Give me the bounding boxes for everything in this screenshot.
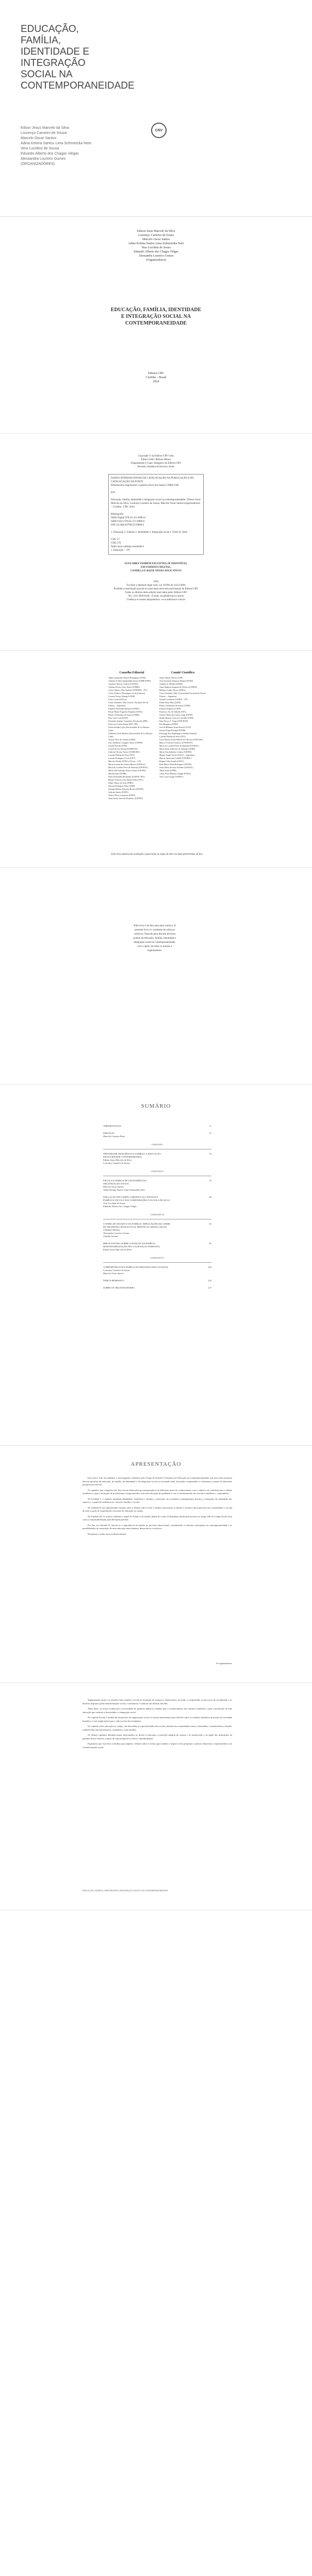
editorial-board-member: Carlos Alberto Vilar Estêvão (UMINHO – PT) <box>108 689 147 691</box>
editorial-board-member: Anselmo Alencar Colares (UFOPA) <box>108 683 138 685</box>
editorial-board-list <box>108 676 155 800</box>
body-paragraph: No capítulo Escola e família de um paterno da organização social, os autores apresentam uma reflexão sobre os modelos familiares presentes na sociedade brasileira e suas implicações para a vida escolar dos estudantes. <box>83 1716 232 1722</box>
toc-entry-title: ÍNDICE REMISSIVO <box>103 1279 124 1282</box>
scientific-committee-member: Lucia Marisy Souza Ribeiro de Oliveira (UNIVASF) <box>159 738 203 741</box>
toc-entry-title: ESCOLA E FAMÍLIA DE UM PATERNO DA ORGANIZAÇÃO SOCIAL Marcelo Oscar Santos Adina Ketima Santos Lima Schmetz&a Neto <box>103 1179 147 1191</box>
cover-authors: Edson Jesus Marcelo da Silva Lourenço Carneiro de Souza Marcelo Oscar Santos Adina Ketima Santos Lima Schmetz&a Neto Vera Lucídeni de Sousa Eduardo Alberto dos Chagas Viégas Alessandra Loureiro Gomes (ORGANIZADORES) <box>21 126 91 166</box>
editorial-board-member: Andréia da Silva Quintanilha Sousa (UNIR/UFRN) <box>108 680 151 682</box>
toc-entry[interactable] <box>103 1286 211 1290</box>
editorial-board-member: Tania Suely Azevedo Brasileiro (UFOPA) <box>108 797 143 800</box>
editorial-board-member: Celso Conti (UFSCar) <box>108 698 127 701</box>
editorial-board-member: Carlos Federico Dominguez Avila (Unieuro) <box>108 692 145 694</box>
editorial-board-member: Eduardo Fernandes Barbosa (UFMG) <box>108 707 140 710</box>
editorial-board-member: Jailson Alves dos Santos (UFRJ) <box>108 738 136 741</box>
toc-entry-page: 103 <box>208 1266 211 1268</box>
body-paragraph: Além disso, os textos evidenciam a necessidade de políticas públicas voltadas para o fortalecimento dos vínculos familiares e para a promoção de uma educação que valorize a diversidade e a integração social. <box>83 1707 232 1714</box>
scientific-committee-member: Míguel Ángel Arrinõ (UNCA – Argentina) <box>159 754 195 756</box>
toc-entry-title: IDENTIDADE, RESILIÊNCIA E FAMÍLIA: A EDUCAÇÃO EM SOCIEDADE CONTEMPORÂNEA Edison Jesus Marcelo da Silva Lourenço Carneiro de Souza <box>103 1153 161 1164</box>
scientific-committee-member: Inês Bragança (UERJ) <box>159 723 178 725</box>
toc-entry[interactable] <box>103 1196 211 1208</box>
editorial-board-member: Tadeu Oliver Gonçalves (UFPA) <box>108 794 136 796</box>
editorial-board-member: Cesar Gerónimo Tello (Univer. Nacional Três de Febrero – Argentina) <box>108 701 149 707</box>
credits-block <box>108 454 204 602</box>
scientific-committee-member: Ana Chrystina Venancio Mignot (UERJ) <box>159 680 193 682</box>
body-paragraph: Os capítulos que compõem este livro foram elaborados por pesquisadores de diferentes áreas do conhecimento, com o objetivo de contribuir para o debate acadêmico e para a formação de profissionais comprometidos com uma educação de qualidade e com o fortalecimento dos vínculos familiares e comunitários. <box>83 1488 232 1495</box>
toc-entry-page: 15 <box>209 1132 211 1134</box>
scientific-committee-member: Regina Célia Grando (UFSC) <box>159 760 184 762</box>
scientific-committee-member: Lourdes Helena da Silva (UFV) <box>159 735 186 738</box>
body-paragraph: Na Unidade I, o capítulo intitulado Identidade, resiliência e família: a educação em sociedade contemporânea discute a construção da identidade dos sujeitos e o papel da resiliência no contexto familiar e escolar. <box>83 1497 232 1503</box>
editorial-board-member: Sydione Santos (UEPG) <box>108 791 128 793</box>
toc-entry[interactable] <box>103 1242 211 1251</box>
scientific-committee-member: Maria de Lourdes Pinto de Almeida (UNOESC) <box>159 744 199 747</box>
scientific-committee-member: Andréia N. Militão (UEMS) <box>159 683 183 685</box>
body-paragraph: Esta obra é fruto de trabalhos e investigações realizados pelo Grupo de Estudos e Pesquisa em Educação na Contemporaneidade, que tem como proposta discutir questões da educação, da família, da identidade e da integração social na sociedade atual, buscando compreender os fenômenos a partir de diferentes perspectivas teóricas. <box>83 1477 232 1486</box>
toc-divider <box>103 1262 211 1263</box>
toc-entry-page: 11 <box>209 1125 211 1127</box>
scientific-committee-member: Tânia Stoltz (UFPR) <box>159 769 177 772</box>
body-paragraph: Por fim, na Unidade IV, discute-se a importância da família no processo educacional, considerando os desafios enfrentados na contemporaneidade e as possibilidades de construção de uma educação mais humana, democrática e inclusiva. <box>83 1523 232 1530</box>
toc-entry-title: A IMPORTÂNCIA DA FAMÍLIA NO PROCESSO EDUCACIONAL Lourenço Carneiro de Souza Marcelo Oscar Santos <box>103 1266 169 1275</box>
presentation-body <box>83 1477 232 1538</box>
editorial-board-member: Paulo Romualdo Hernandes (UNIFAL-MG) <box>108 775 145 778</box>
scientific-committee-member: Fauston Negreiros (UFPI) <box>159 707 181 710</box>
scientific-committee-member: Gláucia Maria dos Santos Jorge (UFOP) <box>159 714 193 716</box>
continuation-page <box>0 1683 312 1910</box>
toc-entry[interactable] <box>103 1132 211 1138</box>
editorial-board-member: Élsio José Corá (UFFS) <box>108 717 128 719</box>
scientific-committee-member: Vera Lucia Gaspar (UDESC) <box>159 775 184 778</box>
toc-title: SUMÁRIO <box>141 1103 171 1109</box>
scientific-committee-member: Ruth Meyre Mota Rodrigues (UFOPA) <box>159 763 192 766</box>
table-of-contents <box>0 1084 312 1446</box>
toc-entry[interactable] <box>103 1279 211 1282</box>
toc-entry-page: 125 <box>208 1279 211 1282</box>
scientific-committee-member: Bárbara Coelho Neves (UFBA) <box>159 689 186 691</box>
scientific-committee-member: Francisco Ari de Andrade (UFC) <box>159 710 187 713</box>
toc-list <box>103 1125 211 1294</box>
toc-entry-title: SOBRE OS ORGANIZADORES <box>103 1286 135 1289</box>
editorial-board-member: Antônio Pereira Gaio Júnior (UFRRJ) <box>108 686 140 688</box>
scientific-committee-member: Marcia Aparecida Cichella (UNOESC) <box>159 757 192 759</box>
toc-entry-page: 127 <box>208 1286 211 1289</box>
scientific-committee-member: Altair Alberto Fávero (UPF) <box>159 676 183 679</box>
continuation-body <box>83 1699 232 1751</box>
copyright-text: Copyright © da Editora CRV Ltda. Editor-chefe: Railson Moura Diagramação e Capa: Designers da Editora CRV Revisão: Analista de Escrita e Artes <box>130 455 182 468</box>
editorial-board-member: Maria Lília Imbiriba Sousa Colares (UFOPA) <box>108 769 146 772</box>
running-footer: EDUCAÇÃO, FAMÍLIA, IDENTIDADE E INTEGRAÇÃO SOCIAL NA CONTEMPORANEIDADE <box>83 1889 168 1892</box>
council-columns <box>108 671 206 800</box>
cip-box: DADOS INTERNACIONAIS DE CATALOGAÇÃO NA PUBLICAÇÃO (CIP) CATALOGAÇÃO NA FONTE Bibliotecária responsável: Luzenira Alves dos Santos CRB9/1506 E26 Educação, família, identidade e integração social na contemporaneidade / Edison Jesus Marcelo da Silva, Lourenço Carneiro de Souza, Marcelo Oscar Santos (organizadores) – Curitiba : CRV, 2024. Bibliografia ISBN Digital 978-65-251-0000-0 ISBN Físico 978-65-251-0000-0 DOI 10.24824/978652510000.0 1. Educação 2. Família 3. Identidade 4. Integração social I. Título II. Série CDU 37 CDD 370 Índice para catálogo sistemático 1. Educação – 370 <box>108 474 204 555</box>
scientific-committee-member: Diosnel Centurion (UNIDA – PY) <box>159 698 188 701</box>
body-paragraph: Segmentação racial e as relações entre família e escola na formação de crianças e adolescentes, de modo a compreender os processos de socialização e os desafios impostos pelas transformações sociais, econômicas e culturais das últimas décadas. <box>83 1699 232 1705</box>
editorial-board-member: Maria Cristina dos Santos Bezerra (UFSCar) <box>108 763 145 766</box>
toc-entry-title: PREFÁCIO Marcelo Ciqueira Pinto <box>103 1132 125 1138</box>
editorial-board-member: João Adalberto Campato Junior (UNESP) <box>108 741 143 744</box>
scientific-committee-member: José de Ribamar Sousa Pereira (UCB) <box>159 726 191 728</box>
editorial-board-member: Guillermo Arias Beatón (Universidade de La Havana – Cuba) <box>108 732 154 738</box>
body-paragraph: Na Unidade II, são apresentados estudos sobre a relação entre escola e família, destacando os limites e alcances dessa parceria nas comunidades e na sala de aula, a partir de experiências concretas de educação no campo. <box>83 1506 232 1512</box>
publisher-logo-icon <box>151 123 167 138</box>
body-paragraph: Esperamos que esta obra contribua para ampliar o debate sobre os temas aqui tratados e inspire novas pesquisas e práticas educativas comprometidas com a transformação social. <box>83 1742 232 1749</box>
toc-unit-heading: UNIDADE I <box>151 1143 163 1146</box>
editorial-board-member: Sérgio Nunes de Jesus (IFRO) <box>108 782 134 784</box>
scientific-committee-member: Eliane Rose Maio (UEM) <box>159 701 181 704</box>
scientific-committee-member: Jussara Fraga Portugal (UNEB) <box>159 729 186 732</box>
body-paragraph: Os demais capítulos abordam temas relacionados ao direito à educação, à proteção integral da criança e do adolescente e ao papel das instituições na garantia desses direitos, a partir de uma perspectiva crítica e interdisciplinar. <box>83 1734 232 1740</box>
editorial-board-member: Leonel Severo Rocha (UNISINOS) <box>108 748 138 750</box>
council-page <box>0 651 312 868</box>
scientific-committee-member: Sonia Maria Ferreira Koehler (UNISAL) <box>159 766 193 769</box>
publisher-logo-text: CRV <box>155 128 163 132</box>
toc-entry[interactable] <box>103 1125 211 1128</box>
toc-entry[interactable] <box>103 1179 211 1192</box>
editorial-board-member: Luciano Rodrigues Costa (UFV) <box>108 757 136 759</box>
toc-entry-page: 35 <box>209 1179 211 1182</box>
legal-contact: 2024 Foi feito o depósito legal conf. Lei 10.994 de 14/12/2004 Proibida a reprodução parcial ou total desta obra sem autorização da Editora CRV Todos os direitos desta edição reservados pela: Editora CRV Tel.: (41) 3039-6418 - E-mail: sac@editoracrv.com.br Conheça os nossos lançamentos: www.editoracrv.com.br <box>113 581 199 601</box>
editorial-board-member: Gloria Fariñas León (Universidade de La Havana – Cuba) <box>108 726 151 732</box>
editorial-board-member: Solange Helena Ximenes-Rocha (UFOPA) <box>108 788 144 790</box>
editorial-board-member: Marcelo Paixão (UFRJ e UTexas – US) <box>108 760 141 762</box>
epigraph-page <box>0 868 312 1084</box>
editorial-board-member: Elione Maria Nogueira Diogenes (UFAL) <box>108 710 143 713</box>
toc-entry-title: BREVE ESTUDO SOBRE A PUNIÇÃO DA FAMÍLIA RESPONSABILIZAÇÃO PELA ALIENAÇÃO PARENTAL Edison Jesus Marcelo da Silva <box>103 1242 160 1251</box>
title-page-authors: Edison Jesus Marcelo da Silva Lourenço Carneiro de Souza Marcelo Oscar Santos Adina Ketima Santos Lima Schmetz&a Neto Vera Lucídeni de Sousa Eduardo Alberto dos Chagas Viégas Alessandra Loureiro Gomes (Organizadores) <box>128 230 184 262</box>
toc-entry[interactable] <box>103 1266 211 1275</box>
toc-entry-page: 49 <box>209 1196 211 1198</box>
scientific-committee-member: Maria Eurácia Barreto de Andrade (UFRB) <box>159 748 195 750</box>
editorial-board <box>108 671 155 800</box>
presentation-page <box>0 1446 312 1683</box>
blank-remainder <box>0 1910 312 2576</box>
epigraph-text: Todo livro é de fato uma obra coletiva. O presente livro é o resultado de esforços coletivos. Nascido para discutir diversos pontos da educação, família, identidade e integração social na contemporaneidade, com o apoio de todos os autores e organizadores. <box>133 925 176 952</box>
scientific-committee-member: Vânia Alves Martins Chaigar (FURG) <box>159 772 191 775</box>
scientific-committee-list <box>159 676 206 778</box>
editorial-board-member: Simone Rodrigues Pinto (UNB) <box>108 785 135 787</box>
editorial-board-member: Fernando Antônio Gonçalves Alcoforado (IPB) <box>108 720 147 722</box>
title-page <box>0 217 312 434</box>
body-paragraph: Na Unidade III, os autores analisam o papel do Estado e da família diante do crime de abandono intelectual previsto no artigo 246 do Código Penal, bem como a responsabilização pela alienação parental. <box>83 1515 232 1521</box>
toc-entry-title: EDUCAÇÃO EM CAMPO: LIMITES E ALCANCES DA FAMÍLIA E ESCOLA NAS COMUNIDADES E NA SALA DE AULA Vera Lucídeni de Sousa Eduardo Alberto dos Chagas Viégas <box>103 1196 170 1208</box>
editorial-board-member: Maria de Lourdes Pinto de Almeida (UNOESC) <box>108 766 148 769</box>
editorial-board-member: Francisco Carlos Duarte (PUC-PR) <box>108 723 138 725</box>
scientific-committee-member: Cesar Gerónimo Tello (Universidad Nacional de Três de Febrero – Argentina) <box>159 692 206 698</box>
editorial-board-member: Aldira Guimarães Duarte Domínguez (UNB) <box>108 676 146 679</box>
toc-unit-heading: UNIDADE III <box>150 1213 165 1216</box>
digital-notice: ESTA OBRA TAMBÉM ENCONTRA-SE DISPONÍVEL EM FORMATO DIGITAL. CONHEÇA E BAIXE NOSSO APLICATIVO! <box>124 563 188 572</box>
scientific-committee-member: Ilma Passos A. Veiga (UNICEUB) <box>159 720 188 722</box>
toc-entry[interactable] <box>103 1153 211 1165</box>
scientific-committee-member: Marcos Vinicius Francisco (UNOESTE) <box>159 741 193 744</box>
body-paragraph: No capítulo sobre educação no campo, são discutidas as especificidades das escolas situadas em comunidades rurais e ribeirinhas, considerando as relações estabelecidas entre professores, estudantes e suas famílias. <box>83 1725 232 1731</box>
editorial-board-member: Mariah Sales (UFRR) <box>108 772 127 775</box>
scientific-committee-member: Helder Buenos Aires de Carvalho (UFPI) <box>159 717 194 719</box>
editorial-board-member: Lídia de Oliveira Xavier (UNIEURO) <box>108 751 140 753</box>
scientific-committee-member: Maria Lília Imbiriba Colares (UFOPA) <box>159 751 192 753</box>
editorial-board-member: Renato Francisco dos Santos Paula (UFG) <box>108 778 143 781</box>
presentation-signature: Os organizadores <box>216 1662 232 1665</box>
toc-entry-page: 81 <box>209 1242 211 1245</box>
toc-entry-page: 63 <box>209 1223 211 1225</box>
toc-unit-heading: UNIDADE IV <box>150 1257 165 1259</box>
body-paragraph: Desejamos a todos uma excelente leitura! <box>88 1532 126 1535</box>
editorial-board-member: Lourdes Helena da Silva (UFV) <box>108 754 135 756</box>
editorial-board-member: Carmen Tereza Velanga (UNIR) <box>108 695 135 698</box>
toc-entry-page: 19 <box>209 1153 211 1155</box>
editorial-board-member: Josania Portela (UFPI) <box>108 744 127 747</box>
editorial-board-member: Elizeu Clementino de Souza (UNEB) <box>108 714 139 716</box>
credits-page <box>0 434 312 651</box>
peer-review-note: Este livro passou por avaliação e aprovação às cegas de dois ou mais pareceristas ad hoc. <box>111 853 204 856</box>
toc-unit-heading: UNIDADE II <box>151 1170 164 1173</box>
scientific-committee-member: Kilwangy Kya Kapitango-a-Samba (Unemat) <box>159 732 197 735</box>
presentation-title: APRESENTAÇÃO <box>130 1461 182 1467</box>
title-page-publisher: Editora CRV Curitiba – Brasil 2024 <box>145 372 167 383</box>
toc-entry[interactable] <box>103 1223 211 1238</box>
scientific-committee-title: Comitê Científico <box>171 671 195 674</box>
cover-title: EDUCAÇÃO, FAMÍLIA, IDENTIDADE E INTEGRAÇÃO SOCIAL NA CONTEMPORANEIDADE <box>21 24 135 91</box>
scientific-committee-member: Anna Augusta Sampaio de Oliveira (UNESP) <box>159 686 197 688</box>
editorial-board-title: Conselho Editorial <box>119 671 144 674</box>
toc-entry-title: APRESENTAÇÃO <box>103 1125 122 1127</box>
scientific-committee-member: Elizeu Clementino de Souza (UNEB) <box>159 704 190 707</box>
title-page-title: EDUCAÇÃO, FAMÍLIA, IDENTIDADE E INTEGRAÇÃO SOCIAL NA CONTEMPORANEIDADE <box>110 307 202 326</box>
toc-entry-title: O PAPEL DO ESTADO E DA FAMÍLIA: IMPLICAÇÕES DO CRIME DE ABANDONO INTELECTUAL FRENTE AO ARTIGO 246 DO CÓDIGO PENAL Alessandra Loureiro Gomes Cláudia Amaral <box>103 1223 170 1238</box>
book-cover <box>0 0 312 217</box>
scientific-committee <box>159 671 206 800</box>
